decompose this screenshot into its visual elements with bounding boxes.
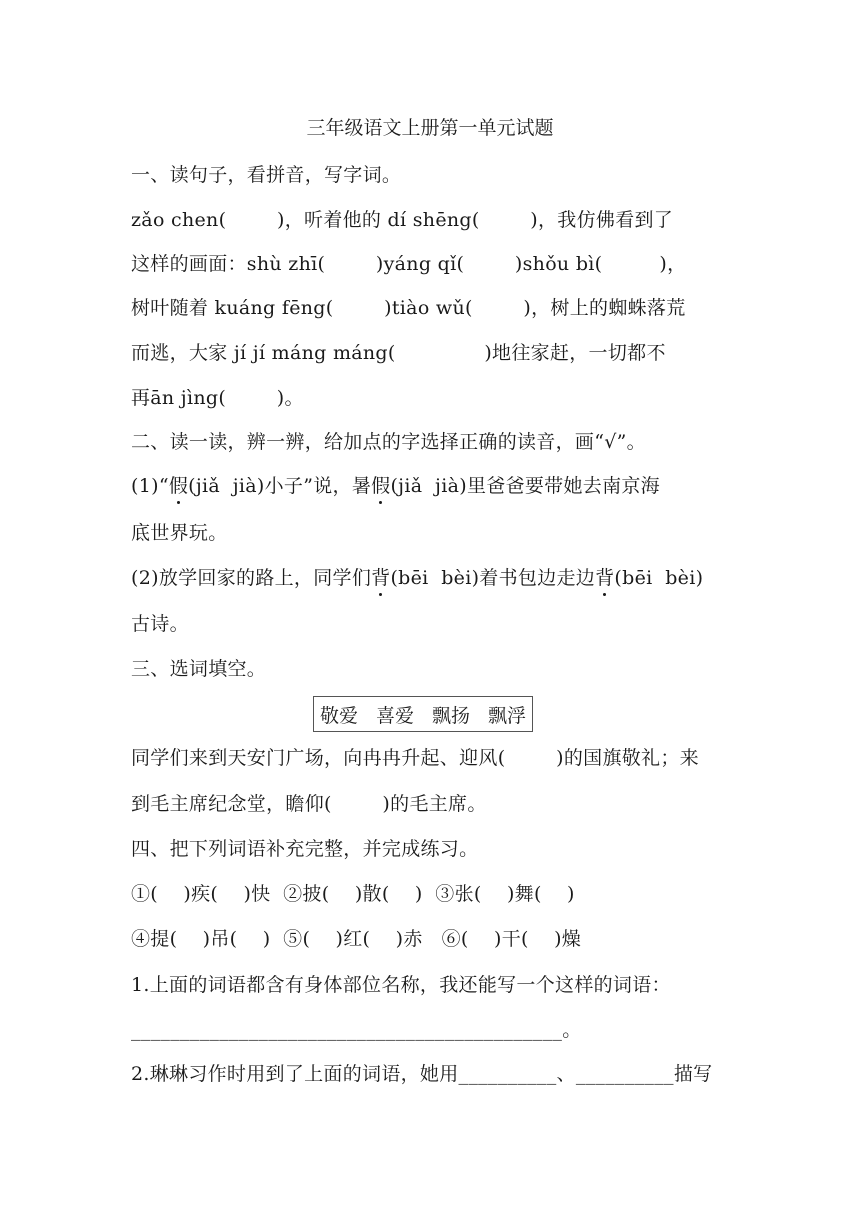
q2-dotted-char-2: 背: [595, 567, 615, 589]
section4-row-1: ①( )疾( )快 ②披( )散( ) ③张( )舞( ): [131, 883, 575, 905]
section2-heading: 二、读一读，辨一辨，给加点的字选择正确的读音，画“√”。: [131, 431, 646, 453]
q2-text-post: (bēi bèi): [614, 567, 704, 589]
word-choice-3: 飘扬: [432, 704, 471, 727]
word-choice-box: [313, 696, 533, 732]
q1-text-post: (jiǎ jià)里爸爸要带她去南京海: [390, 475, 660, 497]
section3-heading: 三、选词填空。: [131, 658, 267, 680]
section1-line-3: 树叶随着 kuáng fēng( )tiào wǔ( )，树上的蜘蛛落荒: [131, 297, 686, 319]
section4-heading: 四、把下列词语补充完整，并完成练习。: [131, 838, 479, 860]
section1-heading: 一、读句子，看拼音，写字词。: [131, 164, 402, 186]
section1-line-1: zǎo chen( )，听着他的 dí shēng( )，我仿佛看到了: [131, 209, 674, 231]
section1-line-2: 这样的画面：shù zhī( )yáng qǐ( )shǒu bì( )，: [131, 253, 687, 275]
word-choice-4: 飘浮: [488, 704, 527, 727]
q2-dotted-char-1: 背: [371, 567, 391, 589]
section1-line-5: 再ān jìng( )。: [131, 387, 304, 409]
section4-question-1: 1.上面的词语都含有身体部位名称，我还能写一个这样的词语：: [131, 974, 671, 996]
section2-q2-line-2: 古诗。: [131, 613, 189, 635]
q2-text-mid: (bēi bèi)着书包边走边: [390, 567, 596, 589]
section3-line-2: 到毛主席纪念堂，瞻仰( )的毛主席。: [131, 793, 487, 815]
q2-text-pre: (2)放学回家的路上，同学们: [131, 567, 372, 589]
q1-text-mid: (jiǎ jià)小子”说，暑: [188, 475, 372, 497]
section2-q1-line-2: 底世界玩。: [131, 522, 228, 544]
word-choice-1: 敬爱: [320, 704, 359, 727]
section4-question-2: 2.琳琳习作时用到了上面的词语，她用__________、__________描写: [131, 1063, 713, 1085]
section2-q1-line-1: [131, 473, 660, 499]
section3-line-1: 同学们来到天安门广场，向冉冉升起、迎风( )的国旗敬礼；来: [131, 747, 699, 769]
page-title: 三年级语文上册第一单元试题: [306, 117, 554, 139]
section4-question-1-blank: ____________________________________________。: [131, 1019, 582, 1041]
section2-q2-line-1: [131, 565, 703, 591]
q1-dotted-char-1: 假: [168, 475, 189, 497]
word-choice-2: 喜爱: [376, 704, 415, 727]
section4-row-2: ④提( )吊( ) ⑤( )红( )赤 ⑥( )干( )燥: [131, 928, 582, 950]
section1-line-4: 而逃，大家 jí jí máng máng( )地往家赶，一切都不: [131, 342, 666, 364]
q1-dotted-char-2: 假: [371, 475, 391, 497]
q1-text-pre: (1)“: [131, 475, 169, 497]
